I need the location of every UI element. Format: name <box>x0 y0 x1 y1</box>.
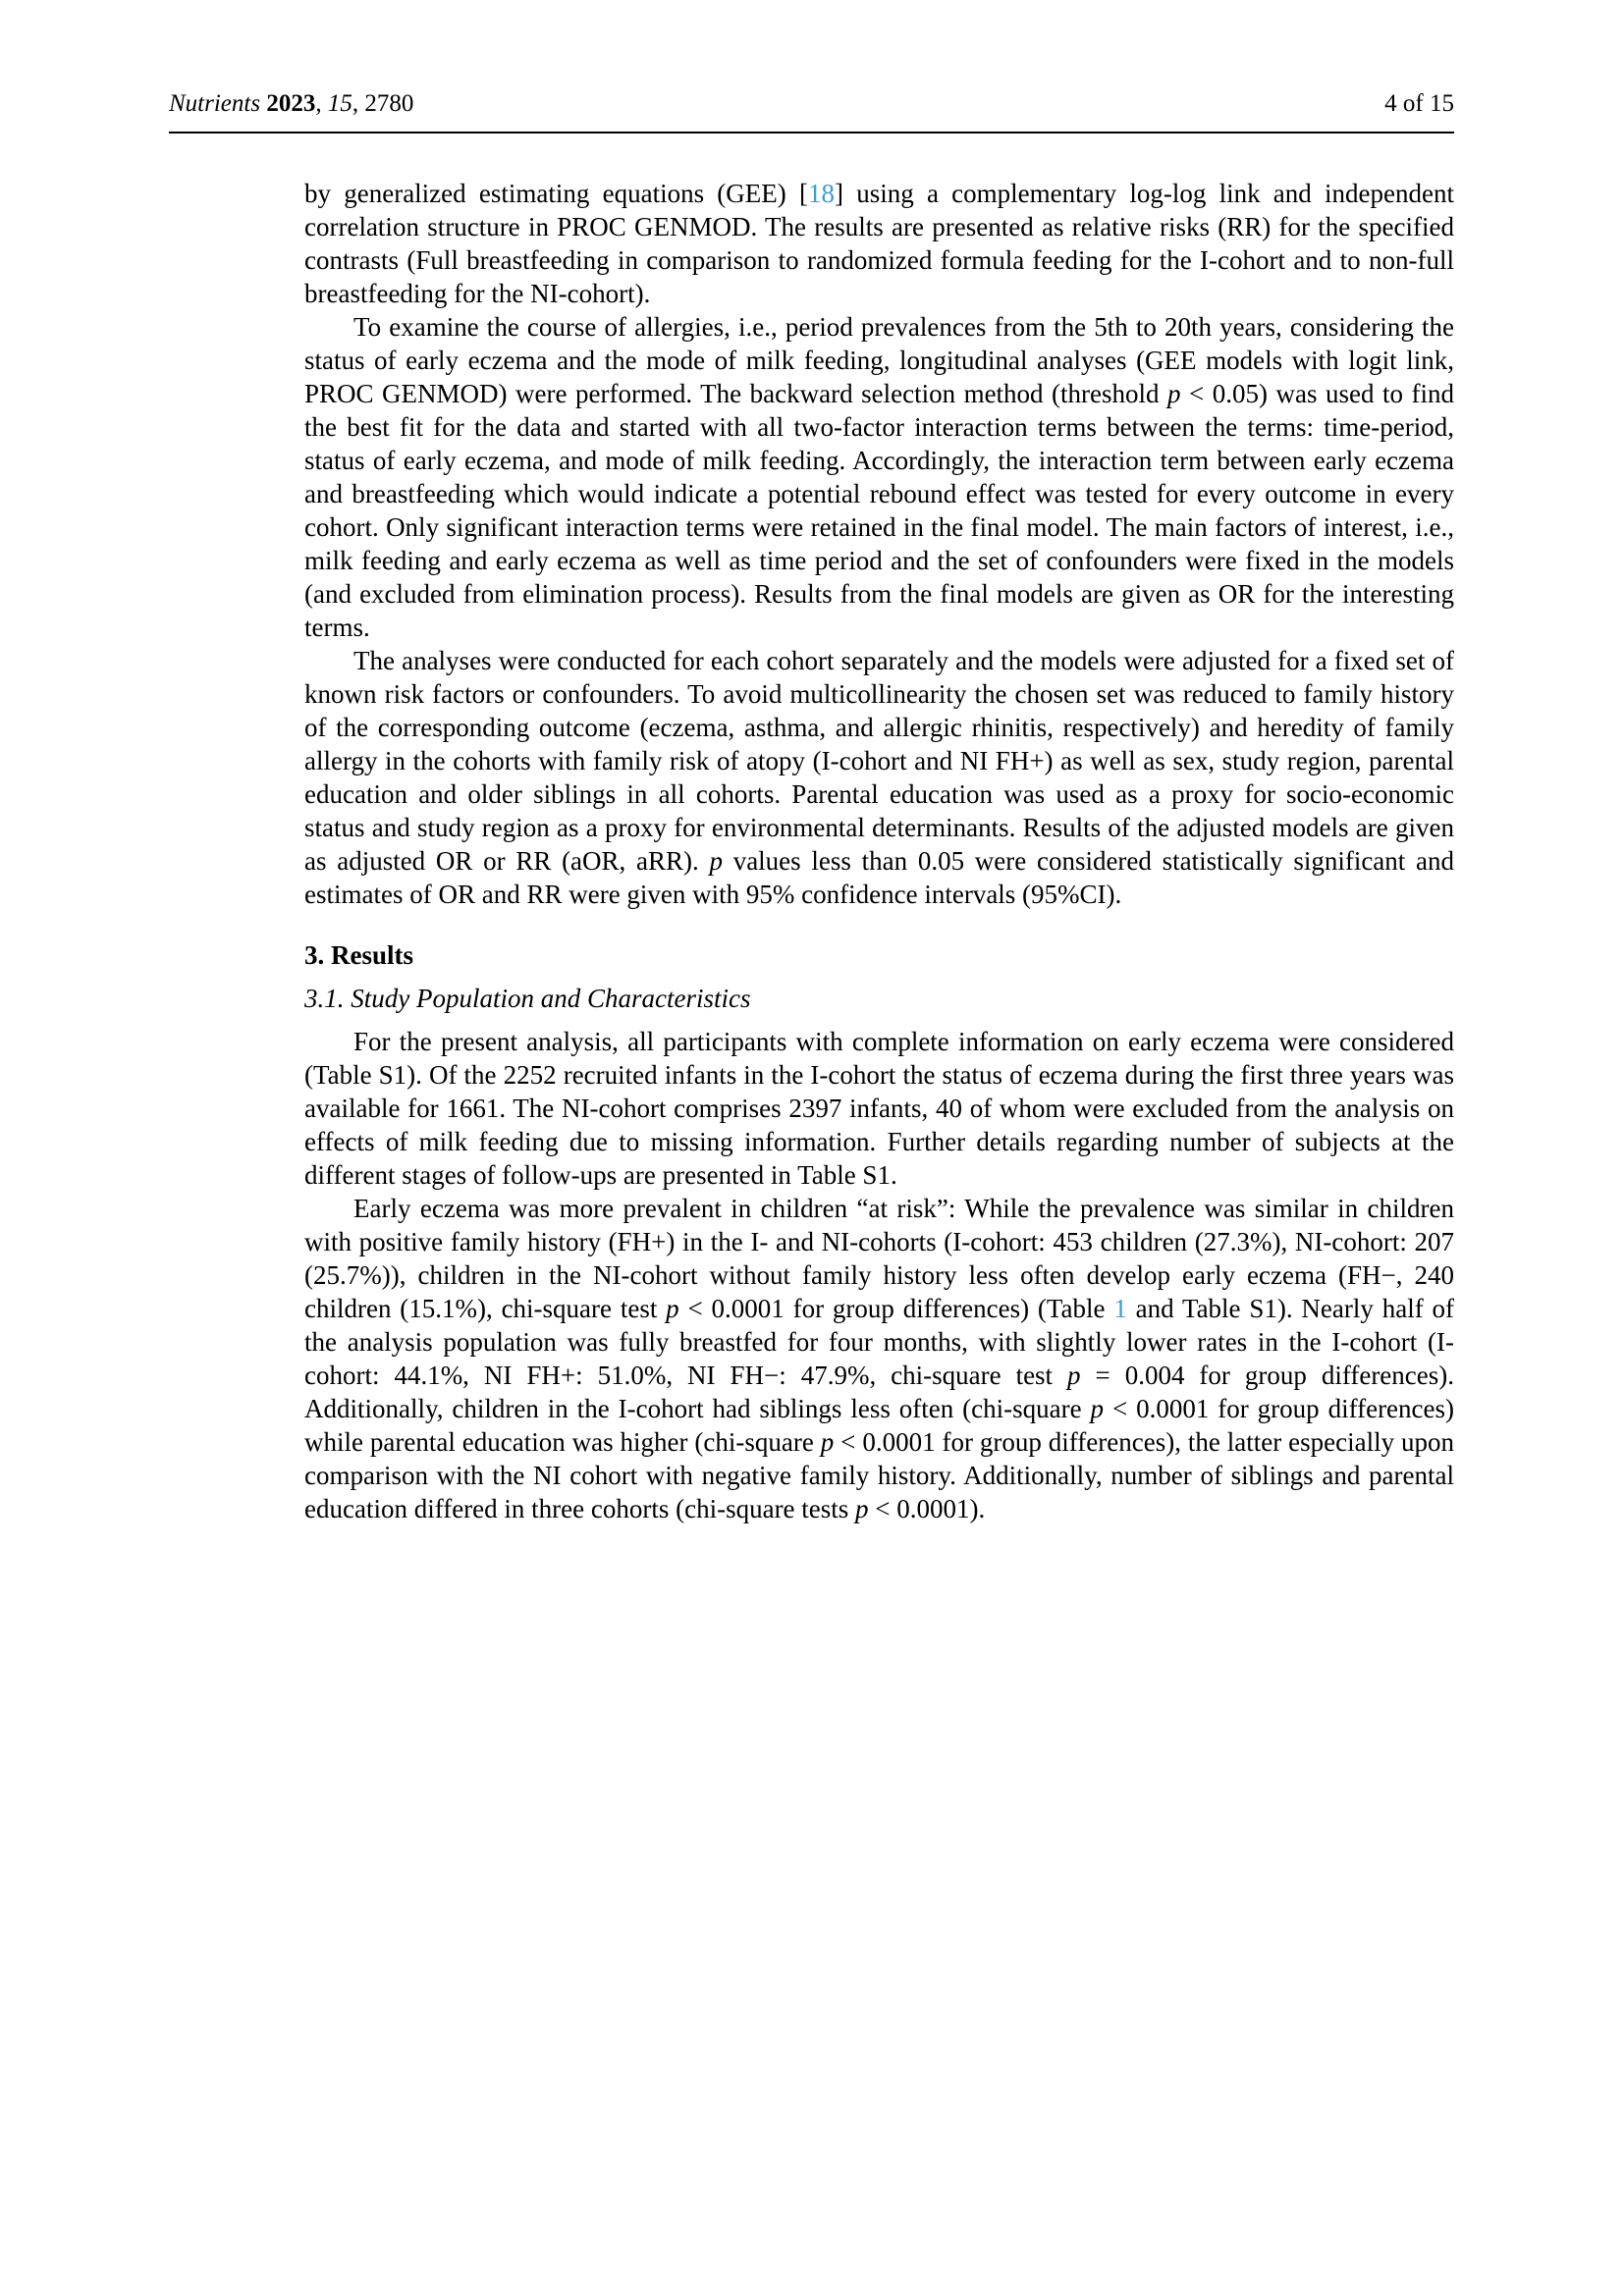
text-run: < 0.0001 for group differences) while parental education was higher (chi-square <box>304 1394 1455 1457</box>
text-run: p <box>1167 379 1181 408</box>
text-run: values less than 0.05 were considered statistically significant and estimates of OR and RR were given with 95% confidence intervals (95%CI). <box>304 846 1454 909</box>
reference-18-link[interactable]: 18 <box>808 179 835 208</box>
text-run: < 0.0001 for group differences) (Table <box>678 1294 1114 1323</box>
table-1-link[interactable]: 1 <box>1113 1294 1127 1323</box>
text-run: = 0.004 for group differences). Additionally, children in the I-cohort had siblings less often (chi-square <box>304 1361 1455 1423</box>
paragraph <box>304 1192 1454 1525</box>
text-run: < 0.0001). <box>868 1494 986 1523</box>
section-heading: 3. Results <box>304 940 414 970</box>
text-run: , 2780 <box>352 90 414 117</box>
running-head <box>169 90 413 118</box>
text-run: Early eczema was more prevalent in children “at risk”: While the prevalence was similar in children with positive family history (FH+) in the I- and NI-cohorts (I-cohort: 453 children (27.3%), NI-cohort: 207 (25.7%)), children in the NI-cohort without family history less often develop early eczema (FH−, 240 children (15.1%), chi-square test <box>304 1194 1454 1323</box>
text-run: The analyses were conducted for each cohort separately and the models were adjusted for a fixed set of known risk factors or confounders. To avoid multicollinearity the chosen set was reduced to family history of the corresponding outcome (eczema, asthma, and allergic rhinitis, respectively) and heredity of family allergy in the cohorts with family risk of atopy (I-cohort and NI FH+) as well as sex, study region, parental education and older siblings in all cohorts. Parental education was used as a proxy for socio-economic status and study region as a proxy for environmental determinants. Results of the adjusted models are given as adjusted OR or RR (aOR, aRR). <box>304 646 1454 876</box>
page-header <box>169 90 1454 118</box>
article-body <box>304 177 1454 1525</box>
paragraph <box>304 644 1454 911</box>
subsection-heading: 3.1. Study Population and Characteristics <box>304 984 751 1013</box>
text-run: p <box>1090 1394 1105 1423</box>
page-number: 4 of 15 <box>1384 90 1454 117</box>
paragraph <box>304 177 1454 310</box>
text-run: p <box>709 846 723 876</box>
text-run: < 0.05) was used to find the best fit for the data and started with all two-factor interaction terms between the terms: time-period, status of early eczema, and mode of milk feeding. Accordingly, the interaction term between early eczema and breastfeeding which would indicate a potential rebound effect was tested for every outcome in every cohort. Only significant interaction terms were retained in the final model. The main factors of interest, i.e., milk feeding and early eczema as well as time period and the set of confounders were fixed in the models (and excluded from elimination process). Results from the final models are given as OR for the interesting terms. <box>304 379 1454 642</box>
text-run: by generalized estimating equations (GEE) [ <box>304 179 808 208</box>
text-run: To examine the course of allergies, i.e., period prevalences from the 5th to 20th years, considering the status of early eczema and the mode of milk feeding, longitudinal analyses (GEE models with logit link, PROC GENMOD) were performed. The backward selection method (threshold <box>304 312 1454 408</box>
text-run: p <box>820 1427 835 1457</box>
text-run: 15 <box>327 90 352 117</box>
header-rule <box>169 132 1454 133</box>
text-run: 2023 <box>260 90 316 117</box>
text-run: Nutrients <box>169 90 261 117</box>
text-run: ] using a complementary log-log link and independent correlation structure in PROC GENMOD. The results are presented as relative risks (RR) for the specified contrasts (Full breastfeeding in comparison to randomized formula feeding for the I-cohort and to non-full breastfeeding for the NI-cohort). <box>304 179 1454 308</box>
paragraph <box>304 310 1454 644</box>
text-run: For the present analysis, all participants with complete information on early eczema were considered (Table S1). Of the 2252 recruited infants in the I-cohort the status of eczema during the first three years was available for 1661. The NI-cohort comprises 2397 infants, 40 of whom were excluded from the analysis on effects of milk feeding due to missing information. Further details regarding number of subjects at the different stages of follow-ups are presented in Table S1. <box>304 1027 1454 1190</box>
text-run: < 0.0001 for group differences), the latter especially upon comparison with the NI cohort with negative family history. Additionally, number of siblings and parental education differed in three cohorts (chi-square tests <box>304 1427 1454 1523</box>
text-run: p <box>855 1494 869 1523</box>
paragraph <box>304 1025 1454 1192</box>
text-run: , <box>315 90 328 117</box>
text-run: p <box>1067 1361 1081 1390</box>
text-run: and Table S1). Nearly half of the analysis population was fully breastfed for four months, with slightly lower rates in the I-cohort (I-cohort: 44.1%, NI FH+: 51.0%, NI FH−: 47.9%, chi-square test <box>304 1294 1454 1390</box>
text-run: p <box>666 1294 679 1323</box>
